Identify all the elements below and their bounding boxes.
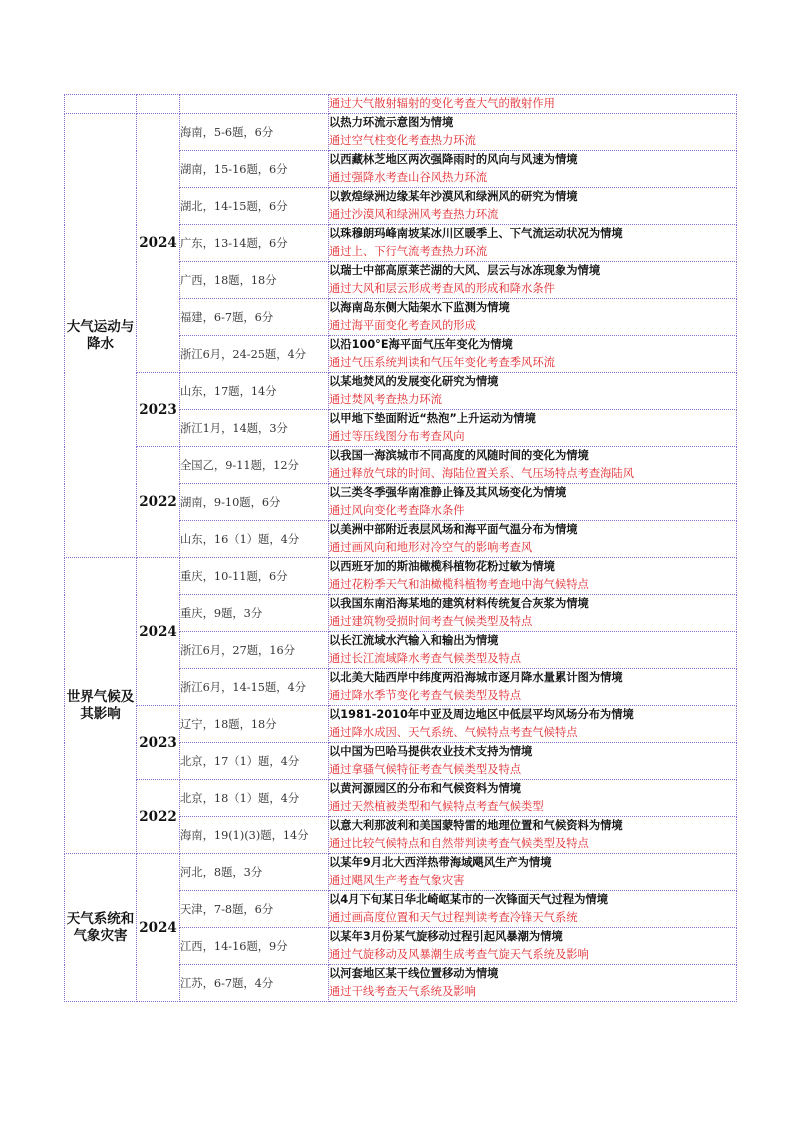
source-cell: 北京，17（1）题，4分 <box>180 743 329 780</box>
description-cell <box>329 743 737 780</box>
question-text: 以某年9月北大西洋热带海域飓风生产为情境 <box>329 856 552 869</box>
source-cell: 海南，5-6题，6分 <box>180 114 329 151</box>
source-cell: 山东，16（1）题，4分 <box>180 521 329 558</box>
description-cell <box>329 484 737 521</box>
analysis-text: 通过降水季节变化考查气候类型及特点 <box>329 689 522 702</box>
source-cell: 广西，18题，18分 <box>180 262 329 299</box>
analysis-text: 通过飓风生产考查气象灾害 <box>329 874 465 887</box>
year-cell: 2023 <box>137 706 180 780</box>
question-text: 以我国一海滨城市不同高度的风随时间的变化为情境 <box>329 449 589 462</box>
year-cell: 2024 <box>137 854 180 1002</box>
source-cell: 江西，14-16题，9分 <box>180 928 329 965</box>
analysis-text: 通过画高度位置和天气过程判读考查冷锋天气系统 <box>329 911 578 924</box>
analysis-text: 通过焚风考查热力环流 <box>329 393 442 406</box>
table-body <box>65 95 737 1002</box>
description-cell <box>329 891 737 928</box>
description-cell <box>329 817 737 854</box>
source-cell: 山东，17题，14分 <box>180 373 329 410</box>
source-cell: 全国乙，9-11题，12分 <box>180 447 329 484</box>
topic-cell: 大气运动与降水 <box>65 114 137 558</box>
empty-cell <box>65 95 137 114</box>
year-cell: 2022 <box>137 447 180 558</box>
question-text: 以沿100°E海平面气压年变化为情境 <box>329 338 513 351</box>
year-cell: 2024 <box>137 558 180 706</box>
analysis-text: 通过大风和层云形成考查风的形成和降水条件 <box>329 282 555 295</box>
topic-cell: 世界气候及其影响 <box>65 558 137 854</box>
description-cell <box>329 151 737 188</box>
source-cell: 湖北，14-15题，6分 <box>180 188 329 225</box>
analysis-text: 通过风向变化考查降水条件 <box>329 504 465 517</box>
table-row <box>65 854 737 891</box>
question-text: 以4月下旬某日华北崎岖某市的一次锋面天气过程为情境 <box>329 893 608 906</box>
source-cell: 北京，18（1）题，4分 <box>180 780 329 817</box>
description-cell <box>329 558 737 595</box>
analysis-text: 通过拿骚气候特征考查气候类型及特点 <box>329 763 522 776</box>
source-cell: 广东，13-14题，6分 <box>180 225 329 262</box>
analysis-text: 通过干线考查天气系统及影响 <box>329 985 476 998</box>
table-row <box>65 114 737 151</box>
analysis-text: 通过花粉季天气和油橄榄科植物考查地中海气候特点 <box>329 578 589 591</box>
description-cell <box>329 410 737 447</box>
question-text: 以西班牙加的斯油橄榄科植物花粉过敏为情境 <box>329 560 555 573</box>
question-text: 以某年3月份某气旋移动过程引起风暴潮为情境 <box>329 930 563 943</box>
description-cell <box>329 114 737 151</box>
description-cell <box>329 780 737 817</box>
year-cell: 2022 <box>137 780 180 854</box>
topic-cell: 天气系统和气象灾害 <box>65 854 137 1002</box>
description-cell <box>329 669 737 706</box>
question-text: 以海南岛东侧大陆架水下监测为情境 <box>329 301 510 314</box>
description-cell <box>329 706 737 743</box>
table-row <box>65 373 737 410</box>
source-cell: 浙江6月，14-15题，4分 <box>180 669 329 706</box>
data-table <box>64 94 737 1002</box>
description-cell <box>329 262 737 299</box>
description-cell <box>329 965 737 1002</box>
question-text: 以长江流域水汽输入和输出为情境 <box>329 634 499 647</box>
analysis-text: 通过建筑物受损时间考查气候类型及特点 <box>329 615 533 628</box>
analysis-text: 通过画风向和地形对冷空气的影响考查风 <box>329 541 533 554</box>
table-row <box>65 706 737 743</box>
question-text: 以瑞士中部高原莱芒湖的大风、层云与冰冻现象为情境 <box>329 264 601 277</box>
source-cell: 江苏，6-7题，4分 <box>180 965 329 1002</box>
analysis-text: 通过沙漠风和绿洲风考查热力环流 <box>329 208 499 221</box>
empty-cell <box>137 95 180 114</box>
question-text: 以甲地下垫面附近“热泡”上升运动为情境 <box>329 412 536 425</box>
analysis-text: 通过等压线图分布考查风向 <box>329 430 465 443</box>
question-text: 以1981-2010年中亚及周边地区中低层平均风场分布为情境 <box>329 708 634 721</box>
analysis-text: 通过气压系统判读和气压年变化考查季风环流 <box>329 356 555 369</box>
question-text: 以某地焚风的发展变化研究为情境 <box>329 375 499 388</box>
description-cell <box>329 299 737 336</box>
question-text: 以敦煌绿洲边缘某年沙漠风和绿洲风的研究为情境 <box>329 190 578 203</box>
source-cell: 浙江6月，27题，16分 <box>180 632 329 669</box>
table-row <box>65 447 737 484</box>
question-text: 以意大利那波利和美国蒙特雷的地理位置和气候资料为情境 <box>329 819 623 832</box>
source-cell: 重庆，10-11题，6分 <box>180 558 329 595</box>
analysis-text: 通过长江流域降水考查气候类型及特点 <box>329 652 522 665</box>
year-cell: 2023 <box>137 373 180 447</box>
question-text: 以美洲中部附近表层风场和海平面气温分布为情境 <box>329 523 578 536</box>
analysis-text: 通过降水成因、天气系统、气候特点考查气候特点 <box>329 726 578 739</box>
analysis-text: 通过释放气球的时间、海陆位置关系、气压场特点考查海陆风 <box>329 467 635 480</box>
description-cell <box>329 854 737 891</box>
description-cell <box>329 373 737 410</box>
description-cell <box>329 632 737 669</box>
analysis-text: 通过气旋移动及风暴潮生成考查气旋天气系统及影响 <box>329 948 589 961</box>
description-cell <box>329 336 737 373</box>
source-cell: 浙江1月，14题，3分 <box>180 410 329 447</box>
question-text: 以西藏林芝地区两次强降雨时的风向与风速为情境 <box>329 153 578 166</box>
source-cell: 福建，6-7题，6分 <box>180 299 329 336</box>
description-cell <box>329 188 737 225</box>
question-text: 以黄河源园区的分布和气候资料为情境 <box>329 782 522 795</box>
analysis-text: 通过比较气候特点和自然带判读考查气候类型及特点 <box>329 837 589 850</box>
source-cell: 辽宁，18题，18分 <box>180 706 329 743</box>
description-cell <box>329 595 737 632</box>
empty-cell <box>180 95 329 114</box>
source-cell: 河北，8题，3分 <box>180 854 329 891</box>
analysis-text: 通过海平面变化考查风的形成 <box>329 319 476 332</box>
description-cell <box>329 225 737 262</box>
analysis-text: 通过空气柱变化考查热力环流 <box>329 134 476 147</box>
analysis-text: 通过上、下行气流考查热力环流 <box>329 245 488 258</box>
source-cell: 湖南，15-16题，6分 <box>180 151 329 188</box>
question-text: 以北美大陆西岸中纬度两沿海城市逐月降水量累计图为情境 <box>329 671 623 684</box>
question-text: 以河套地区某干线位置移动为情境 <box>329 967 499 980</box>
source-cell: 重庆，9题，3分 <box>180 595 329 632</box>
source-cell: 海南，19(1)(3)题，14分 <box>180 817 329 854</box>
analysis-text: 通过大气散射辐射的变化考查大气的散射作用 <box>329 97 555 110</box>
description-cell <box>329 521 737 558</box>
source-cell: 湖南，9-10题，6分 <box>180 484 329 521</box>
question-text: 以热力环流示意图为情境 <box>329 116 454 129</box>
description-cell <box>329 928 737 965</box>
source-cell: 天津，7-8题，6分 <box>180 891 329 928</box>
analysis-text: 通过强降水考查山谷风热力环流 <box>329 171 488 184</box>
table-row <box>65 558 737 595</box>
analysis-text: 通过天然植被类型和气候特点考查气候类型 <box>329 800 544 813</box>
year-cell: 2024 <box>137 114 180 373</box>
question-text: 以中国为巴哈马提供农业技术支持为情境 <box>329 745 533 758</box>
source-cell: 浙江6月，24-25题，4分 <box>180 336 329 373</box>
question-text: 以珠穆朗玛峰南坡某冰川区暖季上、下气流运动状况为情境 <box>329 227 623 240</box>
table-row <box>65 95 737 114</box>
table-row <box>65 780 737 817</box>
question-text: 以三类冬季强华南准静止锋及其风场变化为情境 <box>329 486 567 499</box>
description-cell <box>329 95 737 114</box>
description-cell <box>329 447 737 484</box>
question-text: 以我国东南沿海某地的建筑材料传统复合灰浆为情境 <box>329 597 589 610</box>
